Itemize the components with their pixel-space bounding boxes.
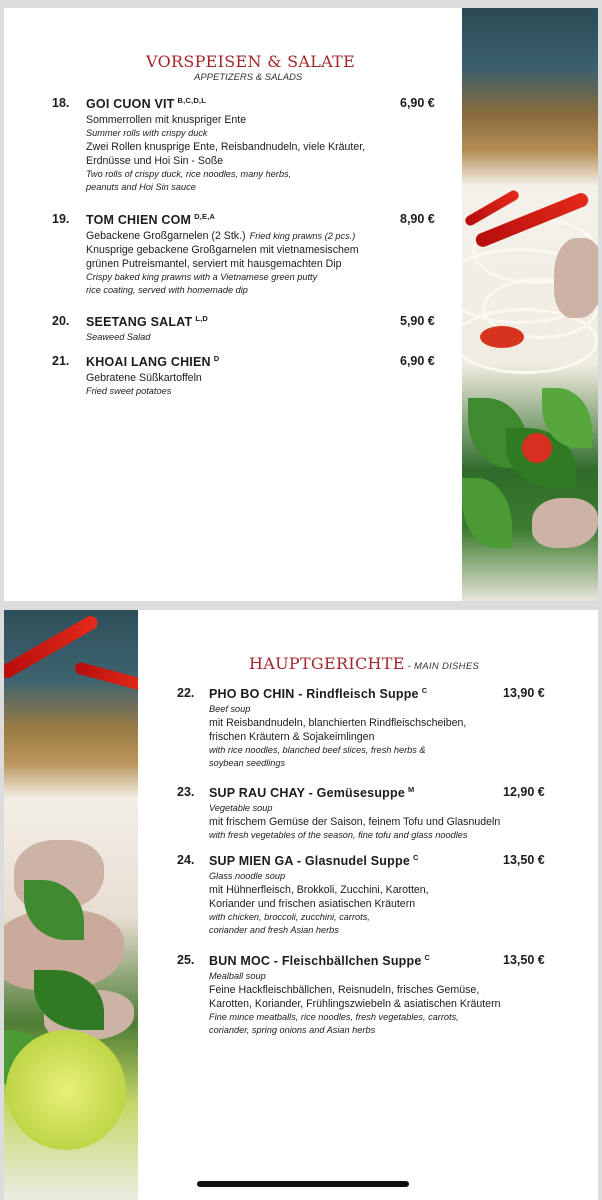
item-price: 5,90 € (400, 314, 435, 328)
description-english: Fried king prawns (2 pcs.) (249, 231, 356, 241)
item-number: 19. (52, 212, 70, 226)
menu-page-main-dishes (4, 610, 598, 1200)
item-name: SUP RAU CHAY - Gemüsesuppe $^M$ (209, 785, 415, 800)
description-english: Mealball soup (209, 971, 266, 981)
description-english: Vegetable soup (209, 803, 273, 813)
section-title-text: HAUPTGERICHTE (249, 654, 405, 673)
description-german: Zwei Rollen knusprige Ente, Reisbandnudeln, viele Kräuter, (86, 141, 366, 153)
description-english: with rice noodles, blanched beef slices, fresh herbs & (209, 745, 426, 755)
item-price: 6,90 € (400, 354, 435, 368)
description-german: grünen Putreismantel, serviert mit hausgemachten Dip (86, 258, 342, 270)
description-german: mit Reisbandnudeln, blanchierten Rindfleischscheiben, (209, 717, 467, 729)
item-number: 21. (52, 354, 70, 368)
description-german: Feine Hackfleischbällchen, Reisnudeln, frisches Gemüse, (209, 984, 480, 996)
description-english: with chicken, broccoli, zucchini, carrots, (209, 912, 370, 922)
description-english: coriander, spring onions and Asian herbs (209, 1025, 376, 1035)
allergen-codes: B,C,D,L (177, 96, 206, 105)
description-english: Fried sweet potatoes (86, 386, 172, 396)
item-description (86, 331, 150, 344)
section-subtitle: - MAIN DISHES (404, 661, 480, 672)
description-german: Koriander und frischen asiatischen Kräutern (209, 898, 416, 910)
description-english: Two rolls of crispy duck, rice noodles, many herbs, (86, 169, 292, 179)
item-name: BUN MOC - Fleischbällchen Suppe $^C$ (209, 953, 431, 968)
item-name: SUP MIEN GA - Glasnudel Suppe $^C$ (209, 853, 419, 868)
description-english: soybean seedlings (209, 758, 286, 768)
item-description (86, 371, 202, 398)
description-english: coriander and fresh Asian herbs (209, 925, 339, 935)
allergen-codes: C (424, 953, 431, 962)
description-english: Glass noodle soup (209, 871, 286, 881)
allergen-codes: D (213, 354, 220, 363)
allergen-codes: C (421, 686, 428, 695)
item-price: 8,90 € (400, 212, 435, 226)
item-number: 25. (177, 953, 195, 967)
section-title: VORSPEISEN & SALATE (146, 52, 356, 71)
section-title (249, 654, 479, 673)
description-german: Sommerrollen mit knuspriger Ente (86, 114, 247, 126)
item-number: 18. (52, 96, 70, 110)
item-description (209, 970, 501, 1037)
description-english: Beef soup (209, 704, 251, 714)
allergen-codes: C (412, 853, 419, 862)
allergen-codes: L,D (195, 314, 208, 323)
item-name: GOI CUON VIT $^{B,C,D,L}$ (86, 96, 206, 111)
description-german: mit Hühnerfleisch, Brokkoli, Zucchini, Karotten, (209, 884, 429, 896)
description-english: Summer rolls with crispy duck (86, 128, 208, 138)
item-price: 13,90 € (503, 686, 545, 700)
description-german: Karotten, Koriander, Frühlingszwiebeln & asiatischen Kräutern (209, 998, 501, 1010)
description-german: Knusprige gebackene Großgarnelen mit vietnamesischem (86, 244, 359, 256)
item-price: 13,50 € (503, 953, 545, 967)
description-german: Gebratene Süßkartoffeln (86, 372, 202, 384)
menu-page-appetizers (4, 8, 598, 601)
description-german: Gebackene Großgarnelen (2 Stk.) Fried king prawns (2 pcs.) (86, 230, 356, 242)
allergen-codes: D,E,A (194, 212, 216, 221)
item-name: PHO BO CHIN - Rindfleisch Suppe $^C$ (209, 686, 428, 701)
item-description (209, 802, 500, 842)
item-price: 6,90 € (400, 96, 435, 110)
item-name: TOM CHIEN COM $^{D,E,A}$ (86, 212, 216, 227)
food-photo-beef-soup (4, 610, 138, 1200)
item-name: SEETANG SALAT $^{L,D}$ (86, 314, 208, 329)
item-name: KHOAI LANG CHIEN $^D$ (86, 354, 220, 369)
description-english: rice coating, served with homemade dip (86, 285, 248, 295)
description-english: peanuts and Hoi Sin sauce (86, 182, 196, 192)
item-description (209, 703, 466, 770)
item-price: 13,50 € (503, 853, 545, 867)
description-english: Seaweed Salad (86, 332, 151, 342)
section-subtitle: APPETIZERS & SALADS (194, 72, 303, 83)
description-english: Crispy baked king prawns with a Vietnamese green putty (86, 272, 318, 282)
item-number: 22. (177, 686, 195, 700)
description-german: frischen Kräutern & Sojakeimlingen (209, 731, 375, 743)
item-number: 23. (177, 785, 195, 799)
item-description (86, 229, 359, 297)
description-german: Erdnüsse und Hoi Sin - Soße (86, 155, 224, 167)
item-number: 20. (52, 314, 70, 328)
item-description (86, 113, 365, 194)
food-photo-pho (462, 8, 598, 601)
home-indicator[interactable] (197, 1181, 409, 1187)
description-english: with fresh vegetables of the season, fine tofu and glass noodles (209, 830, 468, 840)
item-price: 12,90 € (503, 785, 545, 799)
item-number: 24. (177, 853, 195, 867)
description-german: mit frischem Gemüse der Saison, feinem Tofu und Glasnudeln (209, 816, 501, 828)
description-english: Fine mince meatballs, rice noodles, fresh vegetables, carrots, (209, 1012, 459, 1022)
allergen-codes: M (408, 785, 415, 794)
item-description (209, 870, 429, 937)
